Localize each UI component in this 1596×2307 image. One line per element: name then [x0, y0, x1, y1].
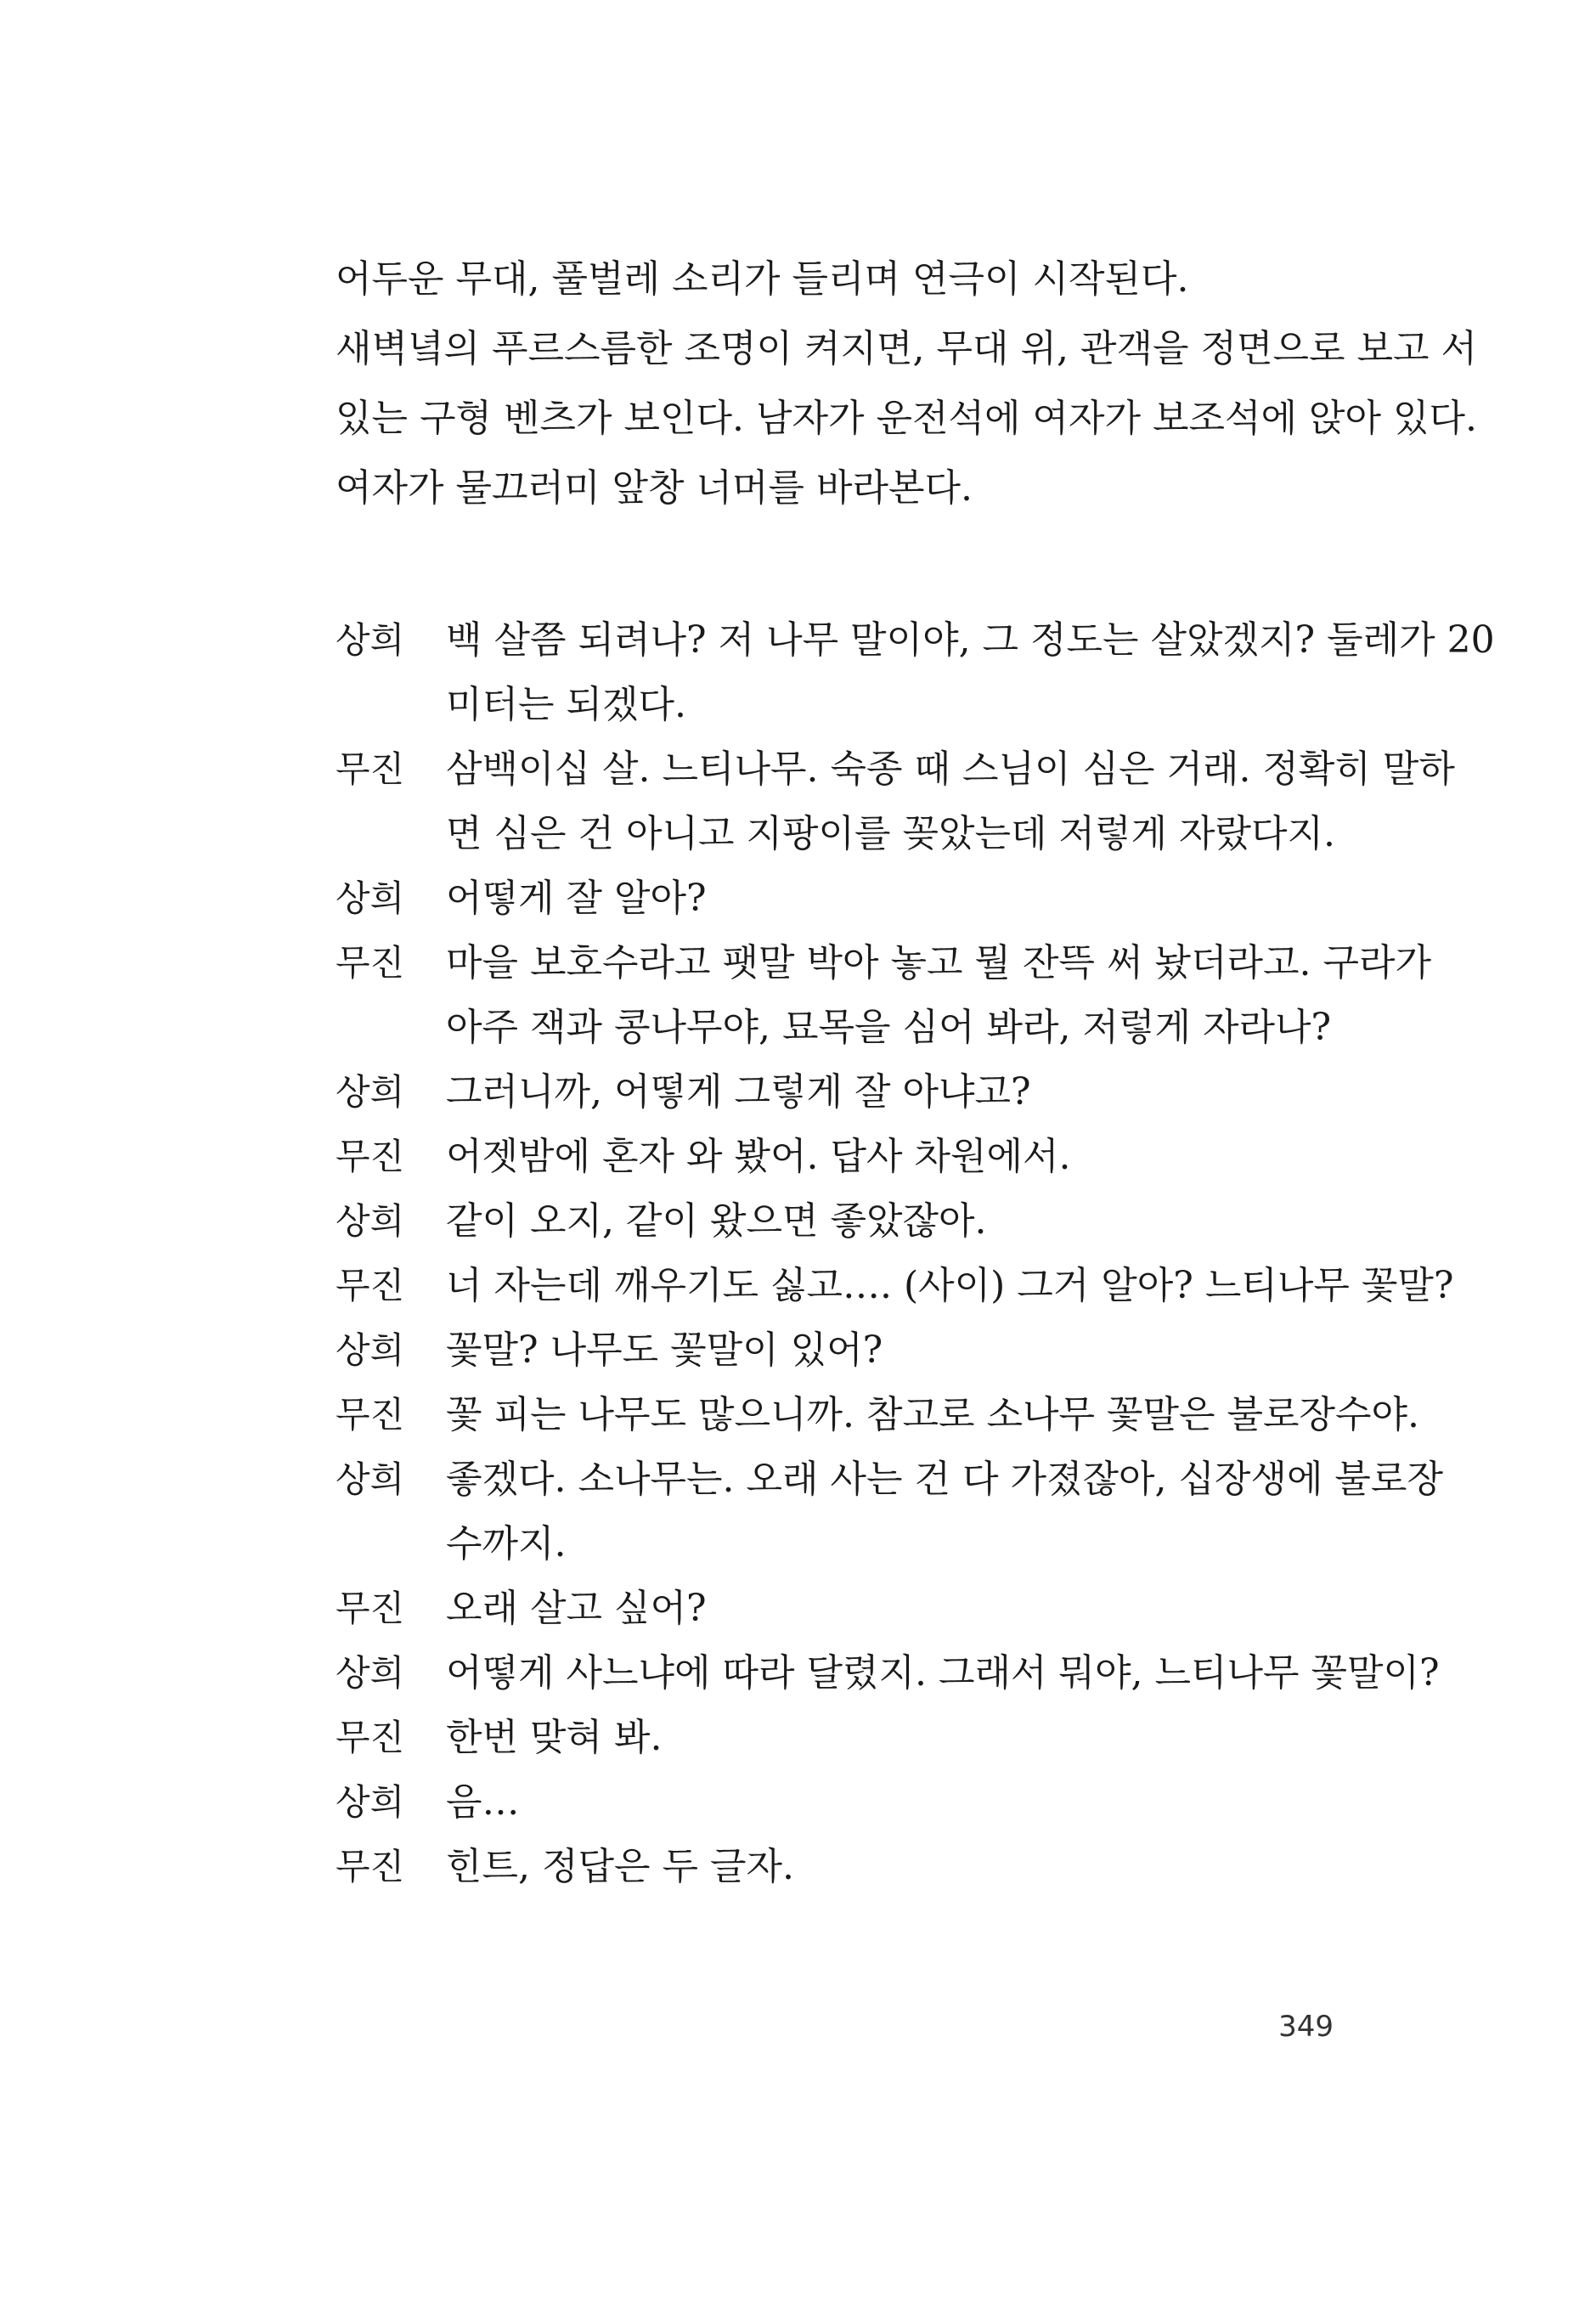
- speech-line: 같이 오지, 같이 왔으면 좋았잖아.: [446, 1199, 987, 1243]
- speaker-name: 무진: [336, 1588, 405, 1629]
- speech-text: [446, 1577, 1334, 1641]
- speech-line: 어젯밤에 혼자 와 봤어. 답사 차원에서.: [446, 1135, 1071, 1178]
- speech-text: [446, 1641, 1440, 1706]
- speech-text: [446, 1125, 1334, 1189]
- dialogue-line: [336, 1706, 1334, 1770]
- speaker-name: 무진: [336, 1394, 405, 1436]
- speaker-name: 상희: [336, 1458, 405, 1500]
- speaker-name: 무진: [336, 1846, 405, 1887]
- page-body: [336, 245, 1495, 1899]
- speech-line: 어떻게 잘 알아?: [446, 877, 707, 920]
- speaker-name: 무진: [336, 748, 405, 790]
- dialogue-line: [336, 1383, 1419, 1447]
- speech-line: 어떻게 사느냐에 따라 달렸지. 그래서 뭐야, 느티나무 꽃말이?: [446, 1651, 1440, 1695]
- dialogue-line: [336, 1125, 1334, 1189]
- speaker-name: 무진: [336, 942, 405, 984]
- speech-text: [446, 608, 1495, 737]
- speech-text: [446, 1835, 1334, 1899]
- speech-line: 좋겠다. 소나무는. 오래 사는 건 다 가졌잖아, 십장생에 불로장: [446, 1458, 1443, 1501]
- speech-line: 삼백이십 살. 느티나무. 숙종 때 스님이 심은 거래. 정확히 말하: [446, 747, 1455, 791]
- dialogue-line: [336, 1060, 1334, 1125]
- speech-line: 너 자는데 깨우기도 싫고…. (사이) 그거 알아? 느티나무 꽃말?: [446, 1264, 1454, 1307]
- dialogue-line: [336, 866, 1334, 931]
- speech-line: 백 살쯤 되려나? 저 나무 말이야, 그 정도는 살았겠지? 둘레가 20: [446, 618, 1495, 662]
- speech-text: [446, 1189, 1334, 1254]
- stage-direction-line: 어두운 무대, 풀벌레 소리가 들리며 연극이 시작된다.: [336, 257, 1189, 301]
- dialogue: [336, 608, 1495, 1899]
- speech-line: 한번 맞혀 봐.: [446, 1716, 663, 1759]
- dialogue-line: [336, 1770, 1334, 1835]
- speech-text: [446, 1770, 1334, 1835]
- speaker-name: 상희: [336, 1652, 405, 1694]
- dialogue-line: [336, 1254, 1454, 1318]
- speech-line: 그러니까, 어떻게 그렇게 잘 아냐고?: [446, 1070, 1031, 1114]
- speech-line: 음…: [446, 1780, 520, 1824]
- stage-direction-line: 새벽녘의 푸르스름한 조명이 켜지면, 무대 위, 관객을 정면으로 보고 서: [336, 327, 1477, 370]
- speech-line: 면 심은 건 아니고 지팡이를 꽂았는데 저렇게 자랐다지.: [446, 812, 1335, 855]
- dialogue-line: [336, 1577, 1334, 1641]
- speaker-name: 상희: [336, 619, 405, 661]
- speech-text: [446, 1060, 1334, 1125]
- dialogue-line: [336, 1641, 1440, 1706]
- speech-line: 힌트, 정답은 두 글자.: [446, 1845, 794, 1888]
- speech-text: [446, 931, 1431, 1060]
- speech-text: [446, 866, 1334, 931]
- speech-line: 마을 보호수라고 팻말 박아 놓고 뭘 잔뜩 써 놨더라고. 구라가: [446, 941, 1431, 984]
- dialogue-line: [336, 931, 1431, 1060]
- speech-text: [446, 1447, 1443, 1577]
- speech-line: 꽃말? 나무도 꽃말이 있어?: [446, 1328, 883, 1372]
- speaker-name: 상희: [336, 1329, 405, 1371]
- speech-text: [446, 1254, 1453, 1318]
- stage-directions: [336, 245, 1477, 523]
- page-number: 349: [1278, 2010, 1334, 2044]
- speaker-name: 상희: [336, 1200, 405, 1242]
- speech-text: [446, 737, 1455, 866]
- speaker-name: 상희: [336, 1781, 405, 1823]
- dialogue-line: [336, 1835, 1334, 1899]
- speech-line: 아주 잭과 콩나무야, 묘목을 심어 봐라, 저렇게 자라나?: [446, 1006, 1332, 1049]
- dialogue-line: [336, 1318, 1334, 1383]
- speech-text: [446, 1318, 1334, 1383]
- dialogue-line: [336, 608, 1495, 737]
- stage-direction-line: 여자가 물끄러미 앞창 너머를 바라본다.: [336, 466, 973, 510]
- speaker-name: 상희: [336, 877, 405, 919]
- speech-line: 수까지.: [446, 1522, 567, 1565]
- dialogue-line: [336, 737, 1455, 866]
- speaker-name: 무진: [336, 1265, 405, 1306]
- speech-line: 꽃 피는 나무도 많으니까. 참고로 소나무 꽃말은 불로장수야.: [446, 1393, 1419, 1436]
- speech-text: [446, 1383, 1419, 1447]
- speech-line: 오래 살고 싶어?: [446, 1587, 707, 1630]
- dialogue-line: [336, 1447, 1443, 1577]
- speaker-name: 무진: [336, 1136, 405, 1177]
- dialogue-line: [336, 1189, 1334, 1254]
- speaker-name: 상희: [336, 1071, 405, 1113]
- stage-direction-line: 있는 구형 벤츠가 보인다. 남자가 운전석에 여자가 보조석에 앉아 있다.: [336, 397, 1477, 440]
- speech-text: [446, 1706, 1334, 1770]
- speaker-name: 무진: [336, 1717, 405, 1758]
- speech-line: 미터는 되겠다.: [446, 683, 686, 726]
